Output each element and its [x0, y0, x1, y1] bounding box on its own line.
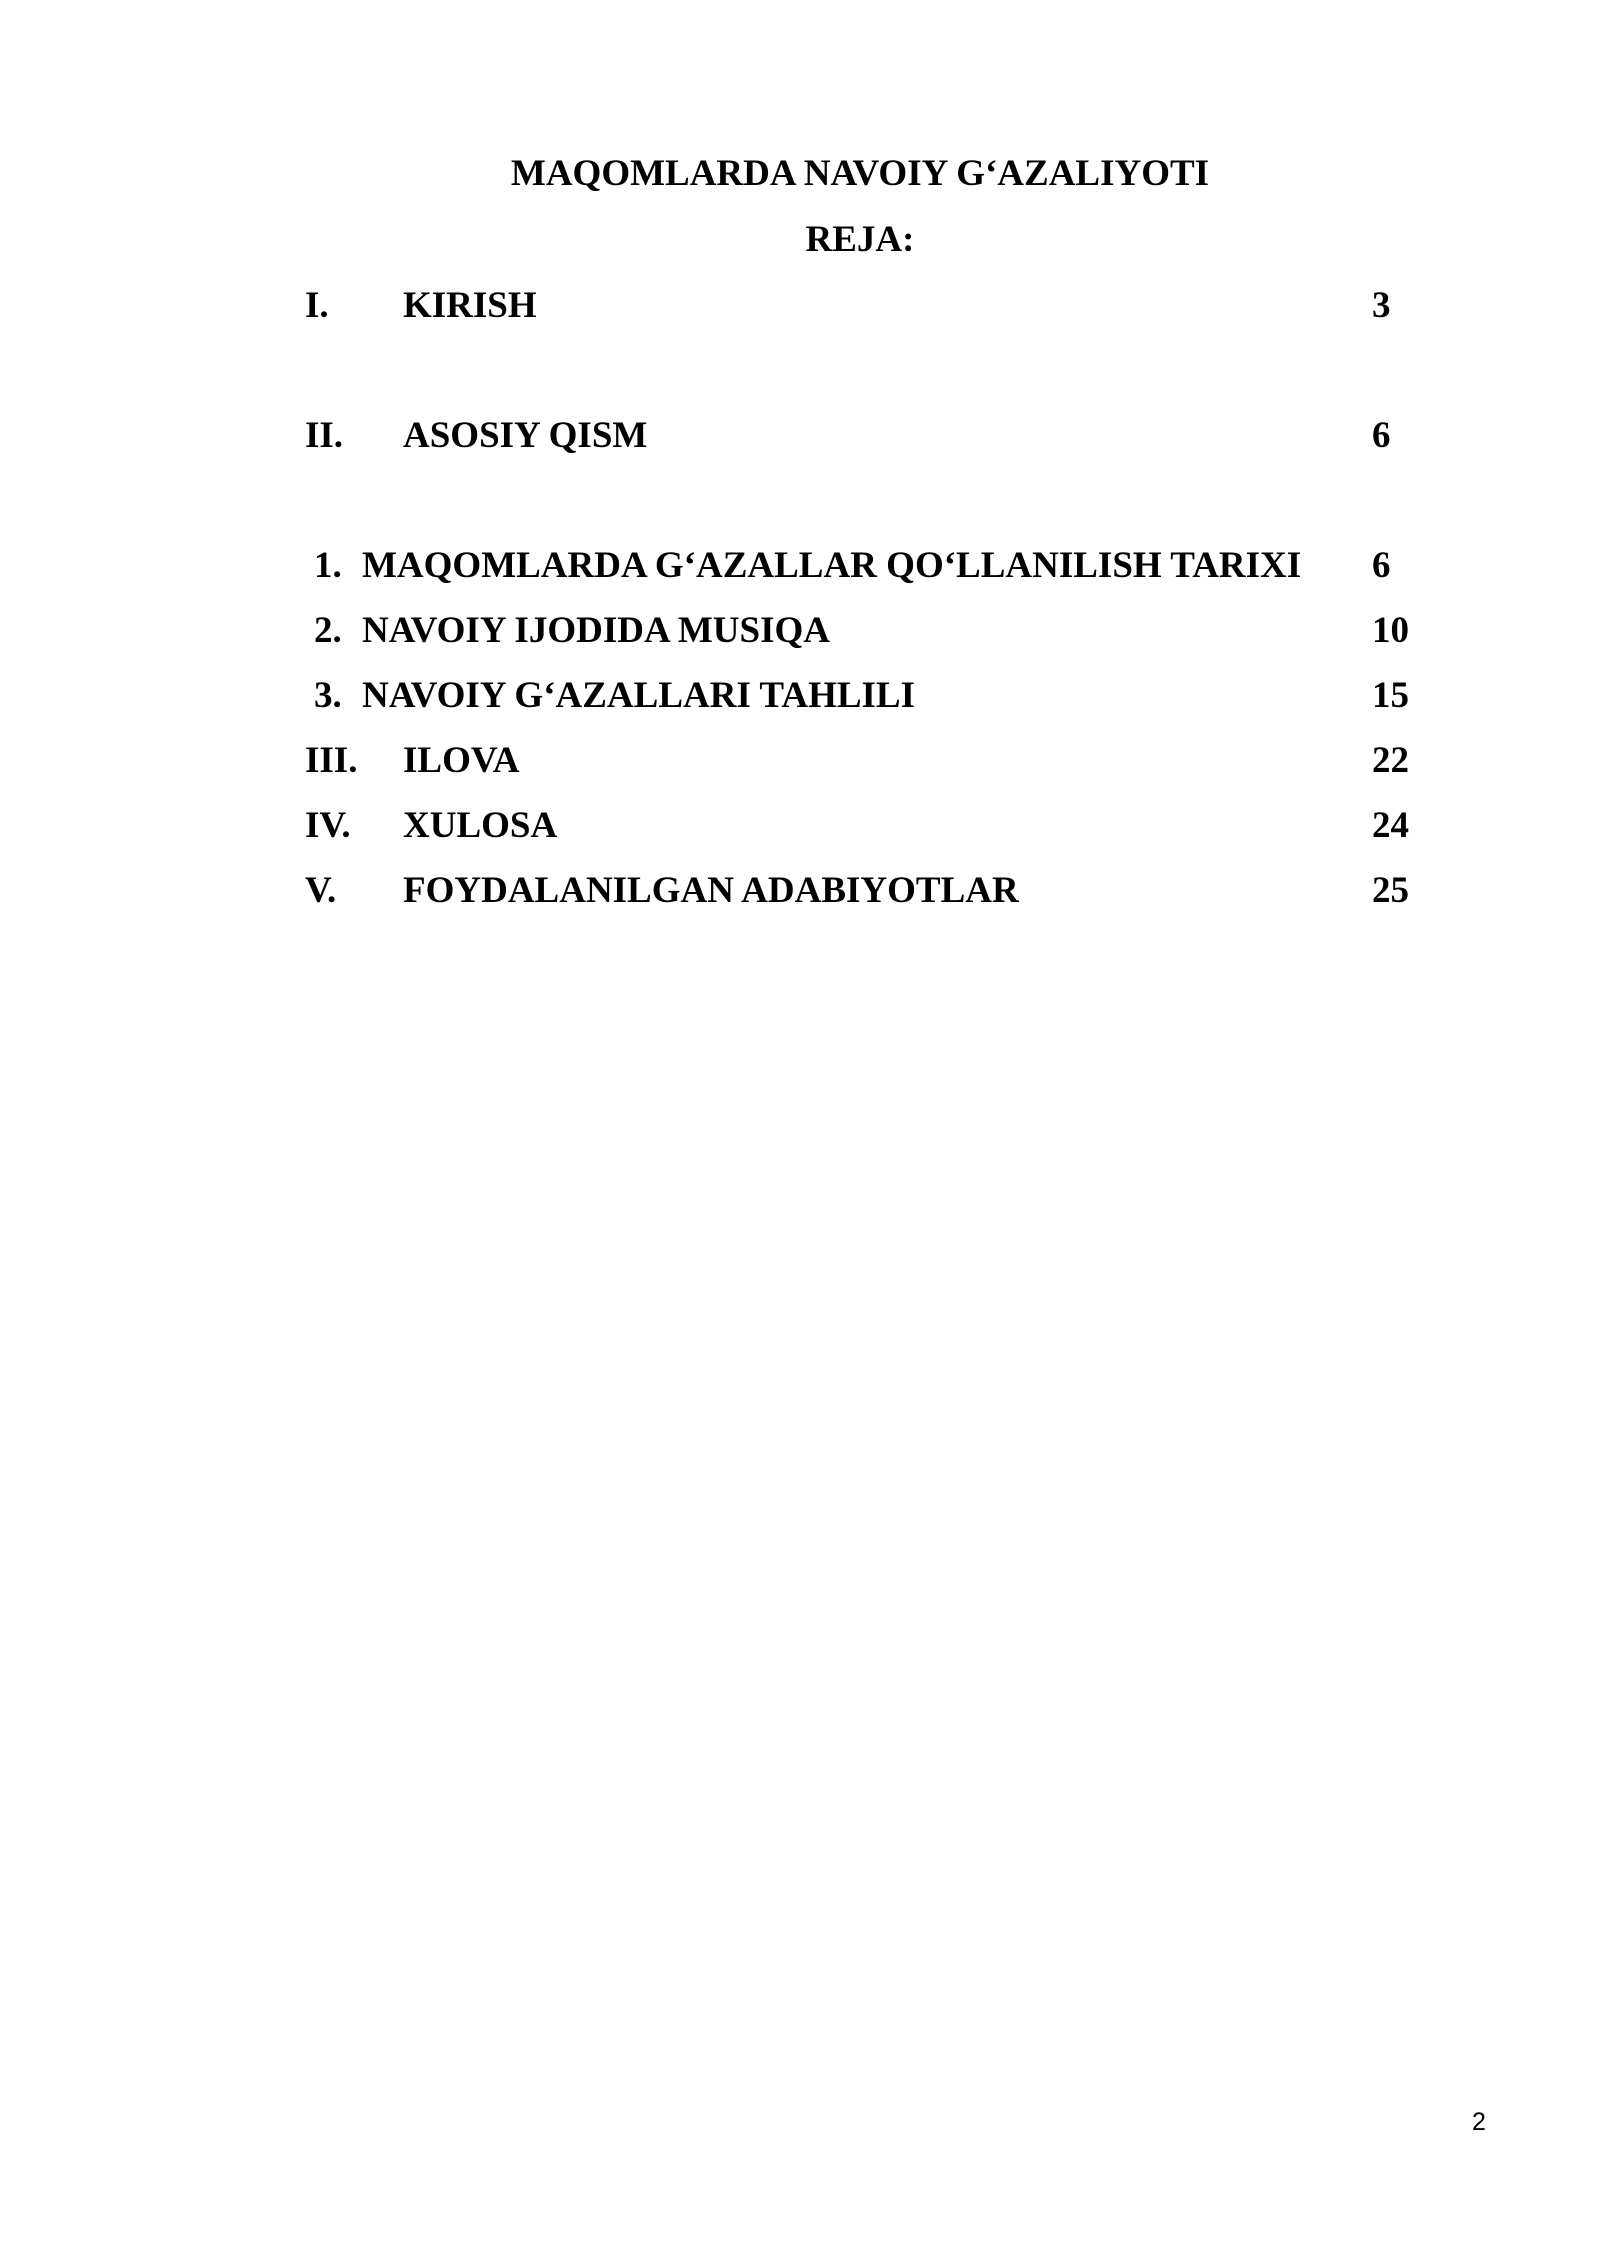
toc-entry-number: IV. — [305, 805, 351, 846]
toc-entry-title: MAQOMLARDA G‘AZALLAR QO‘LLANILISH TARIXI — [362, 545, 1302, 586]
toc-entry-number: 1. — [314, 545, 342, 586]
toc-entry-appendix — [0, 739, 1600, 783]
toc-entry-title: NAVOIY IJODIDA MUSIQA — [362, 610, 830, 651]
toc-entry-title: KIRISH — [403, 285, 537, 326]
document-title: MAQOMLARDA NAVOIY G‘AZALIYOTI — [510, 153, 1210, 194]
toc-entry-number: II. — [305, 415, 344, 456]
toc-subentry-2 — [0, 609, 1600, 653]
toc-subentry-3 — [0, 674, 1600, 718]
toc-entry-page: 15 — [1372, 675, 1409, 716]
toc-entry-number: 2. — [314, 610, 342, 651]
toc-entry-title: FOYDALANILGAN ADABIYOTLAR — [403, 870, 1019, 911]
toc-subentry-1 — [0, 544, 1600, 588]
toc-entry-page: 22 — [1372, 740, 1409, 781]
page-number: 2 — [1472, 2108, 1486, 2136]
toc-entry-main-part — [0, 414, 1600, 458]
toc-entry-title: NAVOIY G‘AZALLARI TAHLILI — [362, 675, 916, 716]
toc-entry-number: III. — [305, 740, 358, 781]
toc-entry-number: V. — [305, 870, 337, 911]
toc-entry-title: ILOVA — [403, 740, 520, 781]
toc-entry-page: 6 — [1372, 545, 1391, 586]
toc-entry-conclusion — [0, 804, 1600, 848]
toc-entry-page: 6 — [1372, 415, 1391, 456]
toc-entry-page: 3 — [1372, 285, 1391, 326]
toc-entry-title: XULOSA — [403, 805, 558, 846]
toc-entry-number: I. — [305, 285, 329, 326]
toc-entry-page: 24 — [1372, 805, 1409, 846]
plan-heading: REJA: — [805, 219, 915, 260]
toc-entry-references — [0, 869, 1600, 913]
toc-entry-page: 10 — [1372, 610, 1409, 651]
toc-entry-number: 3. — [314, 675, 342, 716]
toc-entry-page: 25 — [1372, 870, 1409, 911]
toc-entry-introduction — [0, 284, 1600, 328]
toc-entry-title: ASOSIY QISM — [403, 415, 648, 456]
